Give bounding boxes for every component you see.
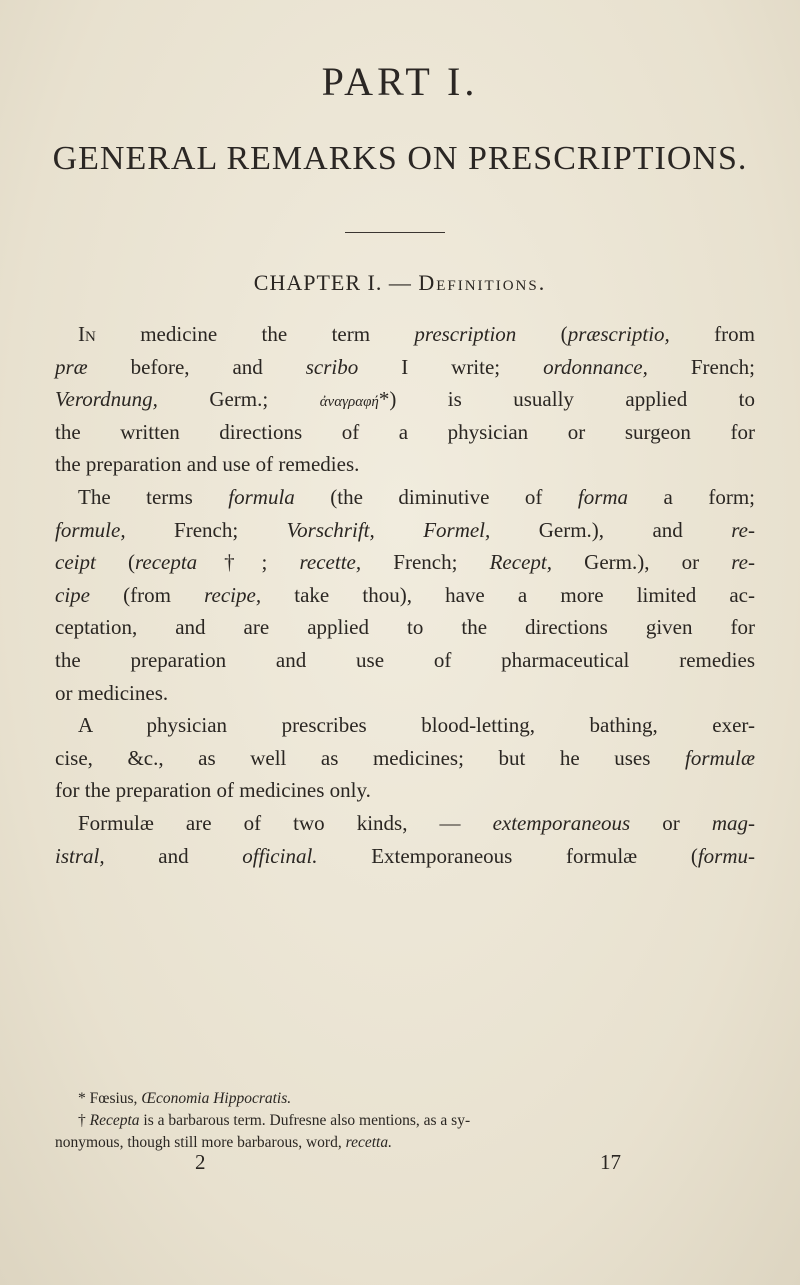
part-title: PART I. [321, 59, 479, 104]
footnote-1: * Fœsius, Œconomia Hippocratis. [78, 1090, 292, 1107]
signature-mark: 2 [195, 1150, 206, 1174]
chapter-label: CHAPTER I. — [253, 270, 412, 295]
footnote-2: † Recepta is a barbarous term. Dufresne also mentions, as a sy- [78, 1112, 471, 1129]
para2-line2: formule, French; Vorschrift, Formel, Germ.), and re- [55, 517, 755, 542]
para4-line2: istral, and officinal. Extemporaneous formulæ (formu- [55, 843, 755, 868]
footnote-2-cont: nonymous, though still more barbarous, word, recetta. [55, 1134, 392, 1151]
footnotes [55, 1088, 755, 1154]
para1-line5: the preparation and use of remedies. [55, 452, 360, 477]
para3-line3: for the preparation of medicines only. [55, 778, 371, 803]
heading-rule [345, 232, 445, 233]
para1-line1: In medicine the term prescription (præscriptio, from [78, 322, 755, 346]
para2-line1: The terms formula (the diminutive of forma a form; [78, 484, 756, 509]
para2-line3: ceipt (recepta†; recette, French; Recept, Germ.), or re- [55, 550, 755, 575]
para2-line7: or medicines. [55, 680, 169, 705]
para3-line2: cise, &c., as well as medicines; but he uses formulæ [55, 745, 755, 770]
para3-line1: A physician prescribes blood-letting, bathing, exer- [78, 713, 755, 738]
main-heading: GENERAL REMARKS ON PRESCRIPTIONS. [52, 140, 748, 177]
page-number: 17 [600, 1150, 621, 1174]
chapter-title: Definitions. [418, 270, 547, 295]
body-text [55, 318, 755, 872]
chapter-heading [0, 270, 800, 296]
para1-line4: the written directions of a physician or surgeon for [55, 419, 755, 444]
para1-line3: Verordnung, Germ.; ἀναγραφή*) is usually applied to [55, 387, 755, 412]
para2-line6: the preparation and use of pharmaceutical remedies [55, 647, 755, 672]
para1-line2: præ before, and scribo I write; ordonnance, French; [55, 354, 755, 379]
para2-line4: cipe (from recipe, take thou), have a more limited ac- [55, 582, 755, 607]
para4-line1: Formulæ are of two kinds, — extemporaneous or mag- [78, 810, 755, 835]
para2-line5: ceptation, and are applied to the directions given for [55, 615, 755, 640]
